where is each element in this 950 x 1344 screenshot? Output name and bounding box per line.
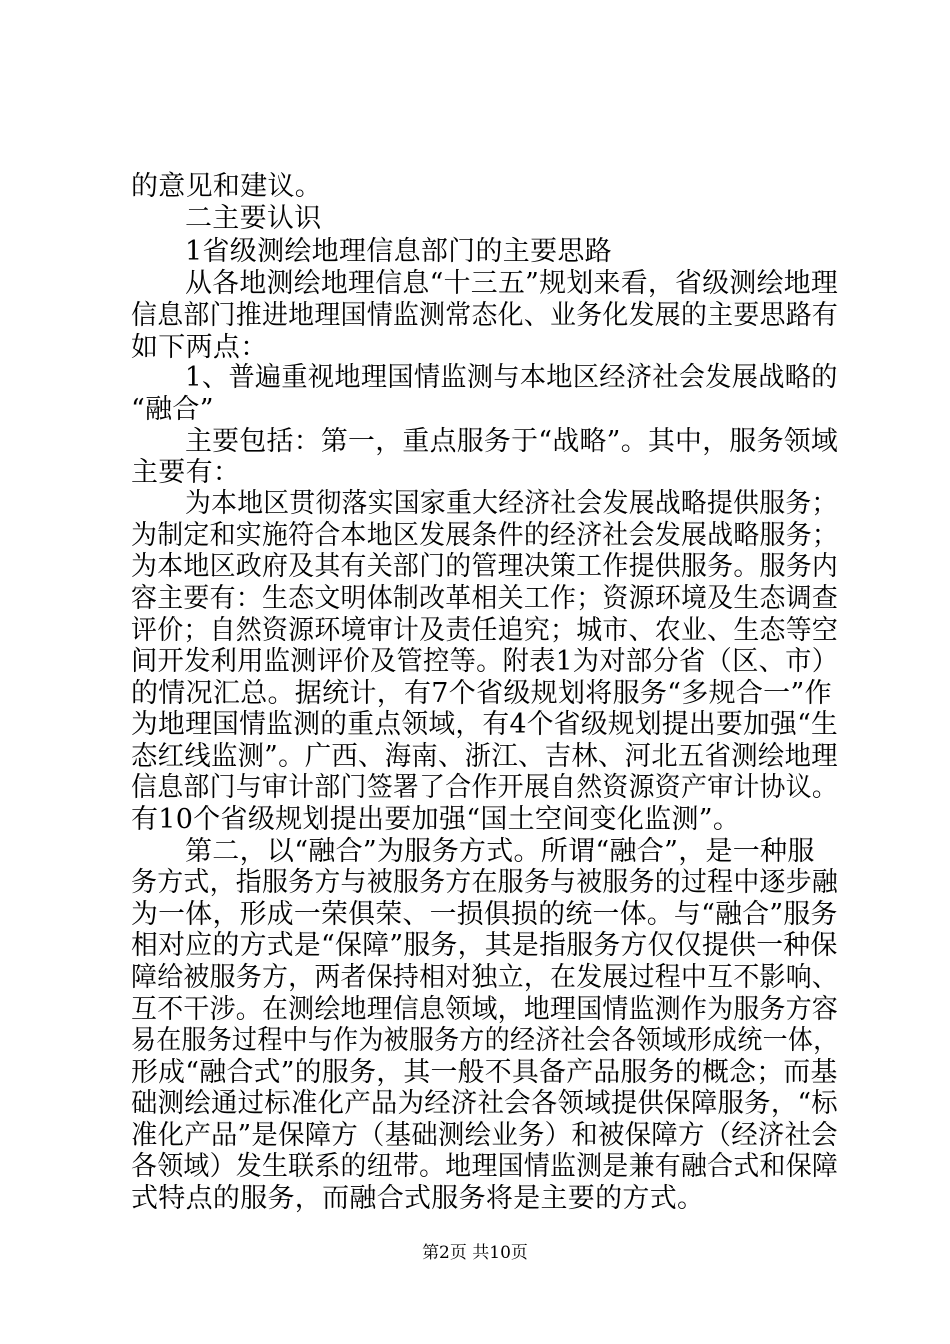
text-line: 为一体，形成一荣俱荣、一损俱损的统一体。与“融合”服务 — [131, 899, 838, 930]
text-line: 有10个省级规划提出要加强“国土空间变化监测”。 — [131, 804, 741, 835]
text-line: 相对应的方式是“保障”服务，其是指服务方仅仅提供一种保 — [131, 930, 838, 961]
text-line: 形成“融合式”的服务，其一般不具备产品服务的概念；而基 — [131, 1057, 838, 1088]
text-line: 的情况汇总。据统计，有7个省级规划将服务“多规合一”作 — [131, 678, 832, 709]
text-line: 信息部门推进地理国情监测常态化、业务化发展的主要思路有 — [131, 300, 839, 331]
page-number-footer: 第2页 共10页 — [422, 1243, 528, 1263]
text-line: 务方式，指服务方与被服务方在服务与被服务的过程中逐步融 — [131, 867, 839, 898]
text-line: 为制定和实施符合本地区发展条件的经济社会发展战略服务； — [131, 520, 839, 551]
text-line: 主要有： — [131, 457, 241, 488]
subsection-heading: 1省级测绘地理信息部门的主要思路 — [185, 236, 612, 267]
text-line: 1、普遍重视地理国情监测与本地区经济社会发展战略的 — [185, 362, 838, 393]
text-line: 间开发利用监测评价及管控等。附表1为对部分省（区、市） — [131, 646, 839, 677]
text-line: 为地理国情监测的重点领域，有4个省级规划提出要加强“生 — [131, 709, 839, 740]
section-heading: 二主要认识 — [185, 203, 322, 234]
text-line: 各领域）发生联系的纽带。地理国情监测是兼有融合式和保障 — [131, 1151, 839, 1182]
text-line: 为本地区贯彻落实国家重大经济社会发展战略提供服务； — [185, 488, 838, 519]
text-line: 易在服务过程中与作为被服务方的经济社会各领域形成统一体， — [131, 1025, 839, 1056]
text-line: 评价；自然资源环境审计及责任追究；城市、农业、生态等空 — [131, 615, 839, 646]
text-line: “融合” — [131, 394, 214, 425]
text-line: 障给被服务方，两者保持相对独立，在发展过程中互不影响、 — [131, 962, 839, 993]
text-line: 如下两点： — [131, 332, 268, 363]
text-line: 第二，以“融合”为服务方式。所谓“融合”，是一种服 — [185, 836, 815, 867]
text-line: 容主要有：生态文明体制改革相关工作；资源环境及生态调查 — [131, 583, 839, 614]
text-line: 主要包括：第一，重点服务于“战略”。其中，服务领域 — [185, 426, 839, 457]
text-line: 互不干涉。在测绘地理信息领域，地理国情监测作为服务方容 — [131, 994, 839, 1025]
text-line: 准化产品”是保障方（基础测绘业务）和被保障方（经济社会 — [131, 1120, 838, 1151]
text-line: 从各地测绘地理信息“十三五”规划来看，省级测绘地理 — [185, 268, 839, 299]
text-line: 态红线监测”。广西、海南、浙江、吉林、河北五省测绘地理 — [131, 741, 838, 772]
text-line: 信息部门与审计部门签署了合作开展自然资源资产审计协议。 — [131, 772, 839, 803]
text-line: 础测绘通过标准化产品为经济社会各领域提供保障服务，“标 — [131, 1088, 838, 1119]
text-line: 式特点的服务，而融合式服务将是主要的方式。 — [131, 1183, 705, 1214]
text-line: 为本地区政府及其有关部门的管理决策工作提供服务。服务内 — [131, 551, 839, 582]
text-line: 的意见和建议。 — [131, 171, 323, 202]
